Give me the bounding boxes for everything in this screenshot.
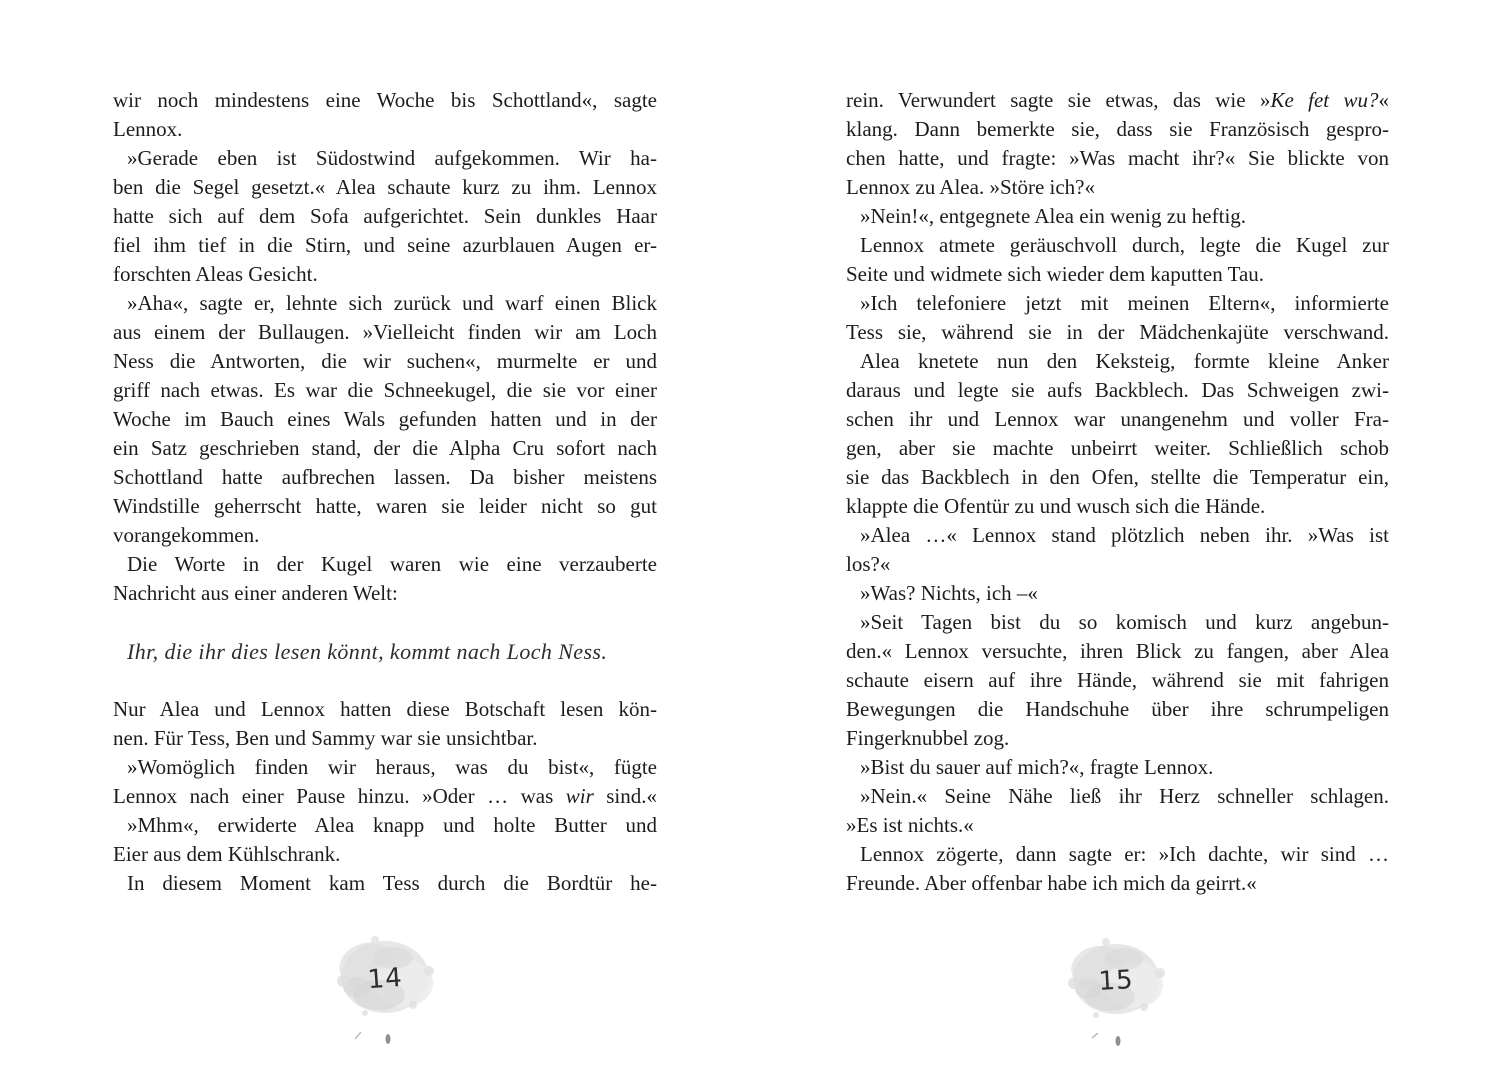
page-right-text-block [846,86,1389,898]
text-line [113,405,657,434]
ink-drip [1116,1036,1121,1046]
watercolor-blob-right [1038,925,1198,1055]
text-segment: Die Worte in der Kugel waren wie eine verzauberte [127,552,657,576]
watercolor-blob-left [305,925,465,1055]
text-line [846,550,1389,579]
text-line [846,869,1389,898]
text-line [113,318,657,347]
text-line [113,724,657,753]
text-line [846,637,1389,666]
text-segment: Fingerknubbel zog. [846,726,1010,750]
text-segment: Bewegungen die Handschuhe über ihre schrumpeligen [846,697,1389,721]
text-line [846,173,1389,202]
text-line [846,376,1389,405]
text-segment: »Gerade eben ist Südostwind aufgekommen. Wir ha- [127,146,657,170]
text-line [113,347,657,376]
text-line [113,782,657,811]
text-segment: In diesem Moment kam Tess durch die Bordtür he- [127,871,657,895]
text-segment: « [1378,88,1389,112]
text-segment: »Was? Nichts, ich –« [860,581,1038,605]
text-line [846,811,1389,840]
text-line [846,782,1389,811]
text-segment: Nachricht aus einer anderen Welt: [113,581,398,605]
text-segment: Alea knetete nun den Keksteig, formte kleine Anker [860,349,1389,373]
text-segment: gen, aber sie machte unbeirrt weiter. Schließlich schob [846,436,1389,460]
blank-line [113,608,657,637]
text-line [113,492,657,521]
text-line [846,289,1389,318]
text-line [846,231,1389,260]
italic-text-segment: wir [565,784,594,808]
text-segment: daraus und legte sie aufs Backblech. Das Schweigen zwi- [846,378,1389,402]
text-line [113,579,657,608]
text-segment: Lennox. [113,117,183,141]
text-line [846,318,1389,347]
text-segment: aus einem der Bullaugen. »Vielleicht finden wir am Loch [113,320,657,344]
text-segment: wir noch mindestens eine Woche bis Schottland«, sagte [113,88,657,112]
text-line [846,753,1389,782]
text-line [113,289,657,318]
text-line [846,347,1389,376]
text-line [113,521,657,550]
text-segment: Nur Alea und Lennox hatten diese Botschaft lesen kön- [113,697,657,721]
text-line [846,579,1389,608]
text-line [113,376,657,405]
text-line [113,869,657,898]
text-line [113,463,657,492]
page-number-splotch-left [305,925,465,1055]
text-segment: »Aha«, sagte er, lehnte sich zurück und warf einen Blick [127,291,657,315]
text-segment: los?« [846,552,891,576]
text-segment: Lennox nach einer Pause hinzu. »Oder … was [113,784,566,808]
text-segment: Eier aus dem Kühlschrank. [113,842,341,866]
text-segment: ben die Segel gesetzt.« Alea schaute kurz zu ihm. Lennox [113,175,657,199]
text-line [846,840,1389,869]
text-line [846,695,1389,724]
text-segment: klang. Dann bemerkte sie, dass sie Französisch gespro- [846,117,1389,141]
text-line [113,144,657,173]
text-line [846,115,1389,144]
text-segment: Seite und widmete sich wieder dem kaputten Tau. [846,262,1265,286]
handwritten-message-line [113,637,657,666]
text-segment: griff nach etwas. Es war die Schneekugel, die sie vor einer [113,378,657,402]
text-line [846,405,1389,434]
blank-line [113,666,657,695]
page-number: 14 [366,962,404,996]
text-segment: vorangekommen. [113,523,260,547]
text-line [113,434,657,463]
ink-drip [1092,1033,1098,1038]
text-segment: ein Satz geschrieben stand, der die Alpha Cru sofort nach [113,436,657,460]
text-line [113,86,657,115]
text-line [113,173,657,202]
text-line [846,144,1389,173]
text-segment: »Mhm«, erwiderte Alea knapp und holte Butter und [127,813,657,837]
text-line [113,115,657,144]
text-line [846,202,1389,231]
text-segment: schen ihr und Lennox war unangenehm und voller Fra- [846,407,1389,431]
text-segment: Woche im Bauch eines Wals gefunden hatten und in der [113,407,657,431]
text-segment: Lennox zu Alea. »Störe ich?« [846,175,1096,199]
page-left-text-block [113,86,657,898]
text-line [846,260,1389,289]
text-line [113,231,657,260]
text-line [113,753,657,782]
text-segment: »Alea …« Lennox stand plötzlich neben ihr. »Was ist [860,523,1389,547]
text-segment: Freunde. Aber offenbar habe ich mich da geirrt.« [846,871,1257,895]
text-segment: sind.« [593,784,657,808]
text-segment: »Bist du sauer auf mich?«, fragte Lennox. [860,755,1214,779]
text-segment: »Seit Tagen bist du so komisch und kurz angebun- [860,610,1389,634]
text-line [846,86,1389,115]
text-line [846,521,1389,550]
ink-drip [355,1032,361,1039]
page-number: 15 [1097,965,1135,997]
text-segment: rein. Verwundert sagte sie etwas, das wie » [846,88,1271,112]
text-line [113,811,657,840]
text-segment: Windstille geherrscht hatte, waren sie leider nicht so gut [113,494,657,518]
text-segment: nen. Für Tess, Ben und Sammy war sie unsichtbar. [113,726,538,750]
text-segment: Tess sie, während sie in der Mädchenkajüte verschwand. [846,320,1389,344]
text-line [113,840,657,869]
text-segment: forschten Aleas Gesicht. [113,262,318,286]
text-segment: klappte die Ofentür zu und wusch sich die Hände. [846,494,1266,518]
page-number-splotch-right [1038,925,1198,1055]
ink-drip [386,1034,391,1044]
text-line [113,550,657,579]
text-line [846,434,1389,463]
text-segment: »Nein.« Seine Nähe ließ ihr Herz schneller schlagen. [860,784,1389,808]
text-segment: sie das Backblech in den Ofen, stellte die Temperatur ein, [846,465,1389,489]
text-line [113,695,657,724]
text-line [846,666,1389,695]
text-segment: »Womöglich finden wir heraus, was du bist«, fügte [127,755,657,779]
text-line [846,463,1389,492]
text-segment: Lennox zögerte, dann sagte er: »Ich dachte, wir sind … [860,842,1389,866]
italic-text-segment: Ke fet wu? [1270,88,1379,112]
text-segment: hatte sich auf dem Sofa aufgerichtet. Sein dunkles Haar [113,204,657,228]
text-segment: »Es ist nichts.« [846,813,974,837]
text-segment: schaute eisern auf ihre Hände, während sie mit fahrigen [846,668,1389,692]
text-segment: »Ich telefoniere jetzt mit meinen Eltern«, informierte [860,291,1389,315]
text-line [846,492,1389,521]
text-line [846,724,1389,753]
text-segment: den.« Lennox versuchte, ihren Blick zu fangen, aber Alea [846,639,1389,663]
text-line [846,608,1389,637]
text-segment: chen hatte, und fragte: »Was macht ihr?« Sie blickte von [846,146,1389,170]
text-segment: Ness die Antworten, die wir suchen«, murmelte er und [113,349,657,373]
text-segment: »Nein!«, entgegnete Alea ein wenig zu heftig. [860,204,1247,228]
text-segment: fiel ihm tief in die Stirn, und seine azurblauen Augen er- [113,233,657,257]
text-segment: Ihr, die ihr dies lesen könnt, kommt nach Loch Ness. [127,639,608,664]
text-segment: Schottland hatte aufbrechen lassen. Da bisher meistens [113,465,657,489]
text-segment: Lennox atmete geräuschvoll durch, legte die Kugel zur [860,233,1389,257]
text-line [113,260,657,289]
text-line [113,202,657,231]
